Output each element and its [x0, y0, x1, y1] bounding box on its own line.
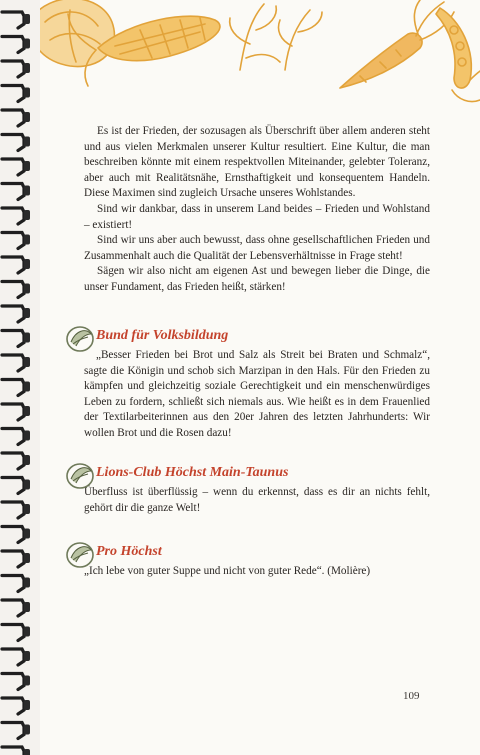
leaf-circle-logo-icon: [64, 322, 96, 354]
section-heading: Bund für Volksbildung: [96, 328, 229, 343]
binding-hole: [24, 602, 30, 612]
section-bund-fuer-volksbildung: [64, 322, 434, 442]
spiral-binding-icon: [0, 0, 40, 755]
binding-hole: [24, 749, 30, 755]
section-pro-hoechst: [64, 538, 434, 580]
section-text: „Ich lebe von guter Suppe und nicht von guter Rede“. (Molière): [84, 565, 371, 577]
leaf-circle-logo-icon: [64, 459, 96, 491]
binding-hole: [24, 700, 30, 710]
section-heading: Lions-Club Höchst Main-Taunus: [96, 465, 289, 480]
intro-paragraph: Es ist der Frieden, der sozusagen als Überschrift über allem anderen steht und aus vielen Merkmalen unserer Kultur resultiert. Eine Kultur, die man beschreiben könnte mit einem respektvollen Miteinander, gelebter Toleranz, aber auch mit Realitätsnähe, Ernsthaftigkeit und konsequentem Handeln. Diese Maximen sind zugleich Ursache unseres Wohlstandes.: [84, 125, 430, 200]
binding-hole: [24, 39, 30, 49]
binding-hole: [24, 504, 30, 514]
binding-hole: [24, 676, 30, 686]
section-lions-club: [64, 459, 434, 516]
section-text: Überfluss ist überflüssig – wenn du erkennst, dass es dir an nichts fehlt, gehört dir die ganze Welt!: [84, 486, 430, 514]
leaf-circle-logo-icon: [64, 538, 96, 570]
binding-hole: [24, 137, 30, 147]
binding-hole: [24, 651, 30, 661]
binding-hole: [24, 455, 30, 465]
binding-hole: [24, 333, 30, 343]
binding-hole: [24, 627, 30, 637]
binding-hole: [24, 406, 30, 416]
section-heading: Pro Höchst: [96, 544, 162, 559]
section-text: „Besser Frieden bei Brot und Salz als Streit bei Braten und Schmalz“, sagte die Königin und schob sich Marzipan in den Hals. Für den Frieden zu kämpfen und gleichzeitig soziale Gerechtigkeit und ein menschenwürdiges Leben zu fordern, schließt sich niemals aus. Wie heißt es in dem Frauenlied der Textilarbeiterinnen aus den 20er Jahren des letzten Jahrhunderts: Wir wollen Brot und die Rosen dazu!: [84, 349, 430, 439]
binding-hole: [24, 63, 30, 73]
binding-hole: [24, 357, 30, 367]
binding-hole: [24, 14, 30, 24]
binding-hole: [24, 161, 30, 171]
intro-paragraph: Sägen wir also nicht am eigenen Ast und bewegen lieber die Dinge, die unser Fundament, das Frieden heißt, stärken!: [84, 265, 430, 293]
binding-hole: [24, 308, 30, 318]
binding-hole: [24, 284, 30, 294]
binding-hole: [24, 578, 30, 588]
binding-hole: [24, 210, 30, 220]
binding-hole: [24, 259, 30, 269]
page-number: 109: [403, 690, 420, 702]
binding-hole: [24, 382, 30, 392]
intro-text: [84, 124, 430, 296]
intro-paragraph: Sind wir uns aber auch bewusst, dass ohne gesellschaftlichen Frieden und Zusammenhalt auch die Qualität der Lebensverhältnisse in Frage steht!: [84, 234, 430, 262]
binding-hole: [24, 553, 30, 563]
vegetable-illustration-icon: [40, 0, 480, 118]
binding-hole: [24, 431, 30, 441]
binding-hole: [24, 235, 30, 245]
binding-hole: [24, 725, 30, 735]
binding-hole: [24, 480, 30, 490]
intro-paragraph: Sind wir dankbar, dass in unserem Land beides – Frieden und Wohlstand – existiert!: [84, 202, 430, 231]
binding-hole: [24, 186, 30, 196]
binding-hole: [24, 88, 30, 98]
binding-hole: [24, 112, 30, 122]
binding-hole: [24, 529, 30, 539]
